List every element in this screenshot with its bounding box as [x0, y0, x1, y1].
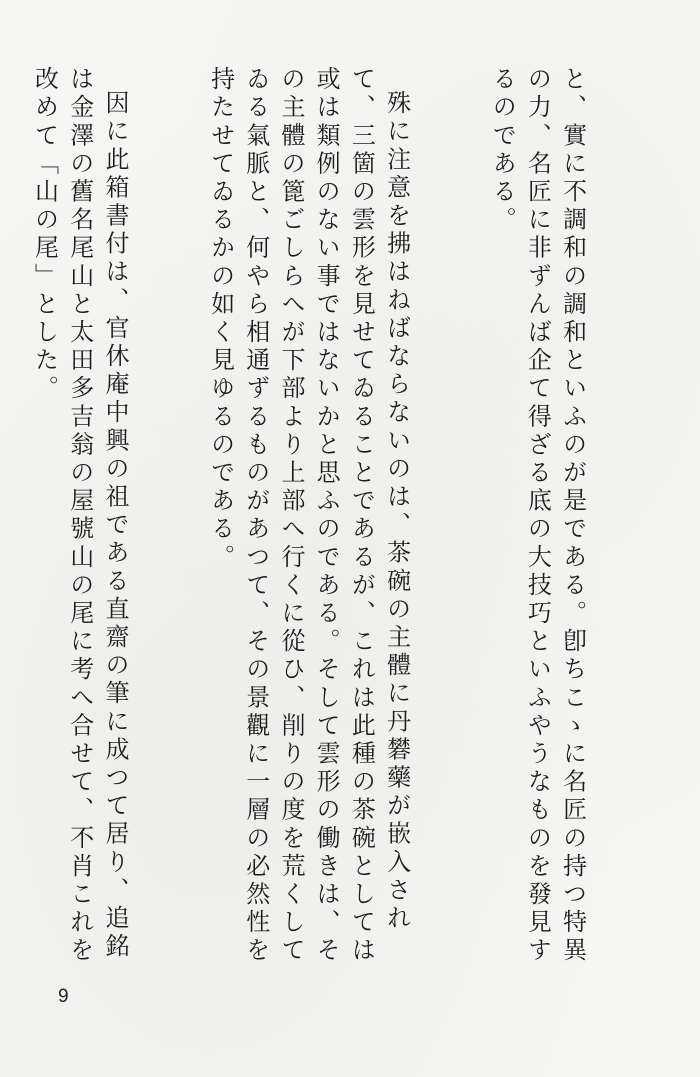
paragraph-3: 因に此箱書付は、官休庵中興の祖である直齋の筆に成つて居り、追銘は金澤の舊名尾山と太田多吉翁の屋號山の尾に考へ合せて、不肖これを改めて「山の尾」とした。 — [30, 66, 129, 966]
vertical-text-body — [0, 66, 660, 976]
paragraph-2: 殊に注意を拂はねばならないのは、茶碗の主體に丹礬藥が嵌入されて、三箇の雲形を見せてゐることであるが、これは此種の茶碗としては或は類例のない事ではないかと思ふのである。そして雲形の働きは、その主體の篦ごしらへが下部より上部へ行くに從ひ、削りの度を荒くしてゐる氣脈と、何やら相通ずるものがあつて、その景觀に一層の必然性を持たせてゐるかの如く見ゆるのである。 — [206, 66, 411, 966]
paragraph-1: と、實に不調和の調和といふのが是である。卽ちこゝに名匠の持つ特異の力、名匠に非ずんば企て得ざる底の大技巧といふやうなものを發見するのである。 — [488, 66, 587, 966]
page-number: 9 — [58, 986, 69, 1007]
